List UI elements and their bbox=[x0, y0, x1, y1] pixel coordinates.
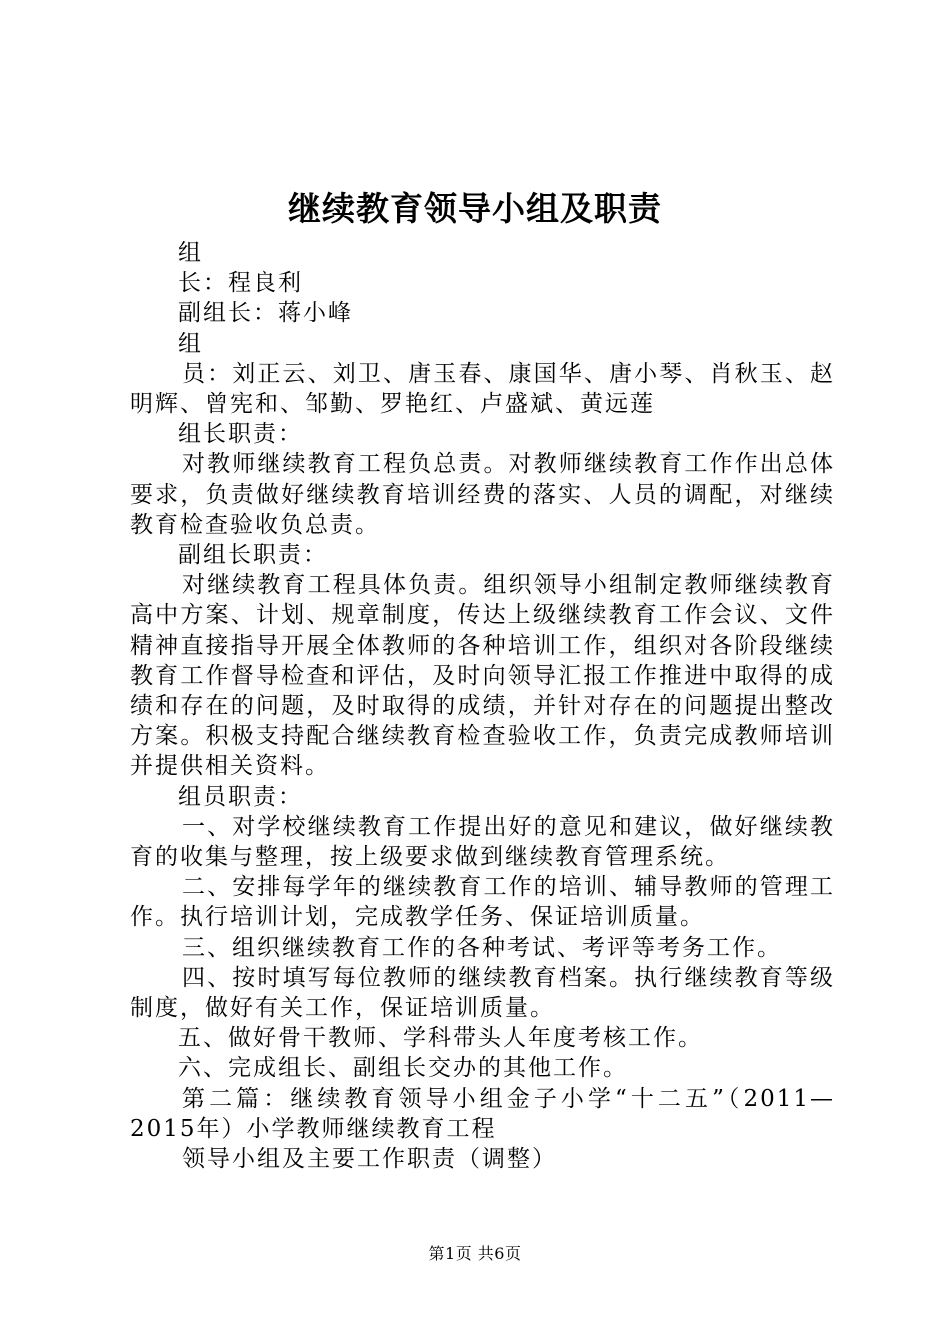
paragraph-member-duty-5: 五、做好骨干教师、学科带头人年度考核工作。 bbox=[178, 1025, 703, 1052]
paragraph-member-duty-1: 一、对学校继续教育工作提出好的意见和建议，做好继续教育的收集与整理，按上级要求做到继续教育管理系统。 bbox=[130, 813, 835, 871]
document-title: 继续教育领导小组及职责 bbox=[288, 189, 662, 228]
paragraph-member-duty-3: 三、组织继续教育工作的各种考试、考评等考务工作。 bbox=[182, 934, 782, 961]
paragraph-second-article-subheading: 领导小组及主要工作职责（调整） bbox=[182, 1146, 557, 1173]
document-body bbox=[130, 238, 835, 1174]
paragraph-leader-duties-heading: 组长职责： bbox=[178, 421, 303, 448]
paragraph-leader-label: 组 bbox=[178, 240, 203, 266]
paragraph-deputy-duties-heading: 副组长职责： bbox=[178, 542, 328, 569]
paragraph-leader-duties: 对教师继续教育工程负总责。对教师继续教育工作作出总体要求，负责做好继续教育培训经费的落实、人员的调配，对继续教育检查验收负总责。 bbox=[130, 451, 835, 538]
paragraph-deputy-duties: 对继续教育工程具体负责。组织领导小组制定教师继续教育高中方案、计划、规章制度，传达上级继续教育工作会议、文件精神直接指导开展全体教师的各种培训工作，组织对各阶段继续教育工作督导检查和评估，及时向领导汇报工作推进中取得的成绩和存在的问题，及时取得的成绩，并针对存在的问题提出整改方案。积极支持配合继续教育检查验收工作，负责完成教师培训并提供相关资料。 bbox=[130, 572, 835, 780]
paragraph-deputy-leader: 副组长：蒋小峰 bbox=[178, 300, 353, 327]
paragraph-member-duties-heading: 组员职责： bbox=[178, 783, 303, 810]
paragraph-members-label: 组 bbox=[178, 330, 203, 357]
page-number-footer: 第1页 共6页 bbox=[428, 1244, 522, 1263]
paragraph-second-article-heading: 第二篇：继续教育领导小组金子小学“十二五”（2011—2015年）小学教师继续教育工程 bbox=[130, 1085, 835, 1142]
paragraph-member-duty-6: 六、完成组长、副组长交办的其他工作。 bbox=[178, 1055, 628, 1082]
paragraph-member-duty-2: 二、安排每学年的继续教育工作的培训、辅导教师的管理工作。执行培训计划，完成教学任务、保证培训质量。 bbox=[130, 874, 835, 931]
paragraph-member-duty-4: 四、按时填写每位教师的继续教育档案。执行继续教育等级制度，做好有关工作，保证培训质量。 bbox=[130, 964, 835, 1022]
paragraph-leader-name: 长：程良利 bbox=[178, 270, 303, 297]
paragraph-members-list: 员：刘正云、刘卫、唐玉春、康国华、唐小琴、肖秋玉、赵明辉、曾宪和、邹勤、罗艳红、卢盛斌、黄远莲 bbox=[130, 360, 835, 418]
